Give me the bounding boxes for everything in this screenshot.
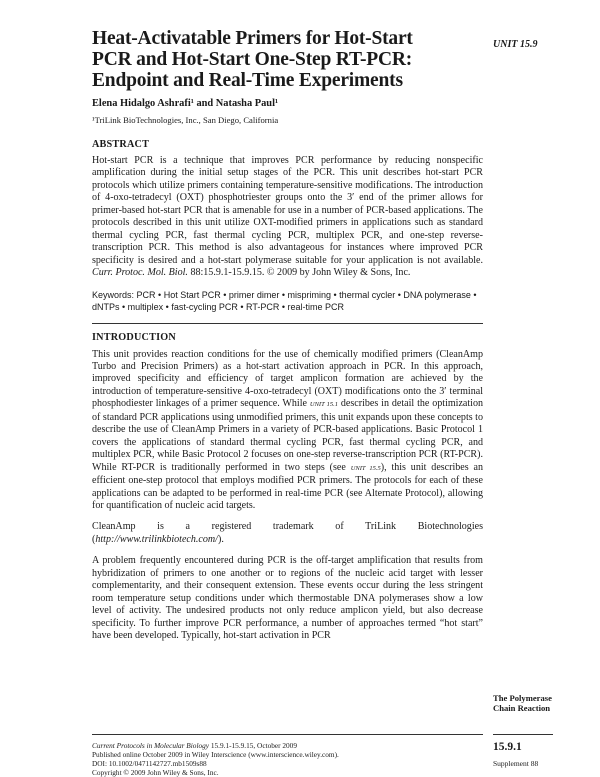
unit-reference-link[interactable]: UNIT 15.1 [309,401,338,409]
intro-p1-text-b: describes in detail the optimization of standard PCR applications using unmodified primers, this unit expands upon these concepts to describe the use of CleanAmp Primers in a variety of PCR-based applications. Basic Protocol 1 covers the applications of standard thermal cycling PCR, fast thermal cycling PCR, and multiplex PCR, while Basic Protocol 2 focuses on one-step reverse-transcription PCR (RT-PCR). While RT-PCR is traditionally performed in two steps (see [92,398,484,473]
footer-divider-right [493,734,553,735]
journal-section-label [493,693,552,713]
intro-paragraph-1 [92,349,483,513]
footer-doi: DOI: 10.1002/0471142727.mb1509s88 [92,759,207,768]
affiliation: ¹TriLink BioTechnologies, Inc., San Diego, California [92,115,279,125]
abstract-heading: ABSTRACT [92,139,150,150]
page-number: 15.9.1 [493,741,522,753]
authors: Elena Hidalgo Ashrafi¹ and Natasha Paul¹ [92,98,279,109]
journal-line-2: Chain Reaction [493,703,551,713]
intro-p1-text-a: This unit provides reaction conditions for the use of chemically modified primers (CleanAmp Turbo and Precision Primers) as a hot-start activation approach in PCR. In this approach, improved specificity and efficiency of target amplicon formation are achieved by the introduction of temperature-sensitive 4-oxo-tetradecyl (OXT) modifications onto the 3′ terminal phosphodiester linkages of a primer sequence. While [92,348,483,410]
title-line-2: PCR and Hot-Start One-Step RT-PCR: [92,49,413,70]
keywords-text: PCR • Hot Start PCR • primer dimer • mispriming • thermal cycler • DNA polymerase • dNTPs • multiplex • fast-cycling PCR • RT-PCR • real-time PCR [92,289,477,312]
intro-p2-text-b: ). [217,533,224,545]
title-line-1: Heat-Activatable Primers for Hot-Start [92,28,413,49]
section-divider [92,323,483,324]
keywords [92,289,483,313]
unit-reference-link-2[interactable]: UNIT 15.5 [350,464,381,472]
abstract-citation-journal: Curr. Protoc. Mol. Biol. [92,267,188,279]
supplement-label: Supplement 88 [493,759,539,768]
footer-copyright: Copyright © 2009 John Wiley & Sons, Inc. [92,768,219,777]
footer-divider [92,734,483,735]
intro-p2-text-a: CleanAmp is a registered trademark of TriLink Biotechnologies ( [92,521,483,545]
footer-published: Published online October 2009 in Wiley Interscience (www.interscience.wiley.com). [92,750,339,759]
intro-paragraph-2 [92,521,483,546]
abstract-body: Hot-start PCR is a technique that improves PCR performance by reducing nonspecific amplification during the initial setup stages of the PCR. This unit describes hot-start PCR protocols which utilize primers containing temperature-sensitive modifications. The introduction of 4-oxo-tetradecyl (OXT) phosphotriester groups onto the 3′ end of the primer allows for primer-based hot-start PCR that is amenable for use in a number of PCR-based applications. The protocols described in this unit utilize OXT-modified primers in applications such as standard thermal cycling PCR, fast thermal cycling PCR, multiplex PCR, and one-step reverse-transcription PCR. This method is also advantageous for instances where improved PCR specificity is desired and a hot-start polymerase suitable for your application is not available. [92,155,483,266]
footer-citation [92,741,339,750]
footer [92,741,339,777]
abstract-citation-rest: 88:15.9.1-15.9.15. © 2009 by John Wiley & Sons, Inc. [190,267,411,279]
intro-p1-text-c: ), this unit describes an efficient one-step protocol that employs modified PCR primers. The protocols for each of these applications can be adapted to be performed in real-time PCR (see Alternate Protocol), allowing for quantification of nucleic acid targets. [92,461,484,511]
article-body [92,28,483,643]
introduction-heading: INTRODUCTION [92,331,176,343]
title-line-3: Endpoint and Real-Time Experiments [92,70,403,91]
keywords-label: Keywords: [92,289,135,300]
journal-line-1: The Polymerase [493,693,552,703]
abstract-text [92,155,483,280]
article-title [92,28,483,91]
unit-label: UNIT 15.9 [493,39,538,50]
intro-paragraph-3: A problem frequently encountered during PCR is the off-target amplification that results from hybridization of primers to one another or to regions of the nucleic acid target with lesser complementarity, and their consequent extension. These events occur during the less stringent room temperature setup conditions under which thermostable DNA polymerases show a low level of activity. The undesired products not only reduce amplicon yield, but also decrease specificity. To further improve PCR performance, a number of approaches termed “hot start” have been developed. Typically, hot-start activation in PCR [92,555,483,642]
trilink-url-link[interactable]: http://www.trilinkbiotech.com/ [95,533,218,545]
footer-citation-journal: Current Protocols in Molecular Biology [92,741,210,750]
footer-citation-rest: 15.9.1-15.9.15, October 2009 [210,741,297,750]
